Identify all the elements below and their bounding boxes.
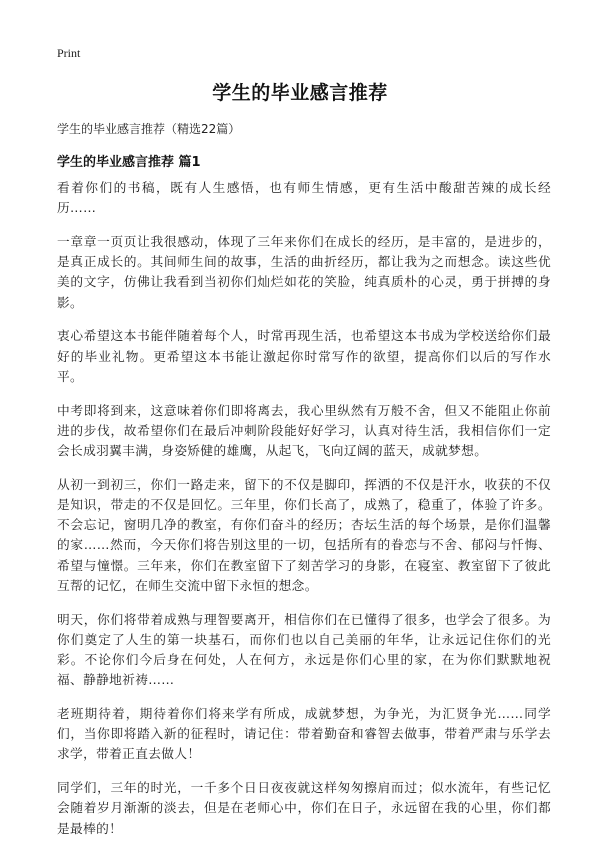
article-body: [57, 178, 551, 852]
document-subtitle: 学生的毕业感言推荐（精选22篇）: [57, 122, 241, 136]
paragraph: 一章章一页页让我很感动，体现了三年来你们在成长的经历，是丰富的，是进步的，是真正成长的。其间师生间的故事，生活的曲折经历，都让我为之而想念。读这些优美的文字，仿佛让我看到当初你们灿烂如花的笑脸，纯真质朴的心灵，勇于拼搏的身影。: [57, 234, 551, 310]
paragraph: 从初一到初三，你们一路走来，留下的不仅是脚印，挥洒的不仅是汗水，收获的不仅是知识，带走的不仅是回忆。三年里，你们长高了，成熟了，稳重了，体验了许多。不会忘记，窗明几净的教室，有你们奋斗的经历；杏坛生活的每个场景，是你们温馨的家……然而，今天你们将告别这里的一切，包括所有的眷恋与不舍、郁闷与忏悔、希望与憧憬。三年来，你们在教室留下了刻苦学习的身影，在寝室、教室留下了彼此互帮的记忆，在师生交流中留下永恒的想念。: [57, 476, 551, 593]
paragraph: 老班期待着，期待着你们将来学有所成，成就梦想，为争光，为汇贤争光……同学们，当你即将踏入新的征程时，请记住：带着勤奋和睿智去做事，带着严肃与乐学去求学，带着正直去做人！: [57, 706, 551, 762]
paragraph: 明天，你们将带着成熟与理智要离开，相信你们在已懂得了很多，也学会了很多。为你们奠定了人生的第一块基石，而你们也以自己美丽的年华，让永远记住你们的光彩。不论你们今后身在何处，人在何方，永远是你们心里的家，在为你们默默地祝福、静静地祈祷……: [57, 611, 551, 688]
paragraph: 看着你们的书稿，既有人生感悟，也有师生情感，更有生活中酸甜苦辣的成长经历……: [57, 180, 551, 216]
page-title: 学生的毕业感言推荐: [212, 82, 388, 104]
paragraph: 中考即将到来，这意味着你们即将离去，我心里纵然有万般不舍，但又不能阻止你前进的步伐，故希望你们在最后冲刺阶段能好好学习，认真对待生活，我相信你们一定会长成羽翼丰满，身姿矫健的雄鹰，从起飞，飞向辽阔的蓝天，成就梦想。: [57, 402, 551, 459]
paragraph: 衷心希望这本书能伴随着每个人，时常再现生活，也希望这本书成为学校送给你们最好的毕业礼物。更希望这本书能让激起你时常写作的欲望，提高你们以后的写作水平。: [57, 328, 551, 384]
paragraph: 同学们，三年的时光，一千多个日日夜夜就这样匆匆擦肩而过；似水流年，有些记忆会随着岁月渐渐的淡去，但是在老师心中，你们在日子，永远留在我的心里，你们都是最棒的！: [57, 780, 551, 836]
print-link[interactable]: Print: [57, 46, 81, 60]
section-heading: 学生的毕业感言推荐 篇1: [57, 155, 201, 170]
